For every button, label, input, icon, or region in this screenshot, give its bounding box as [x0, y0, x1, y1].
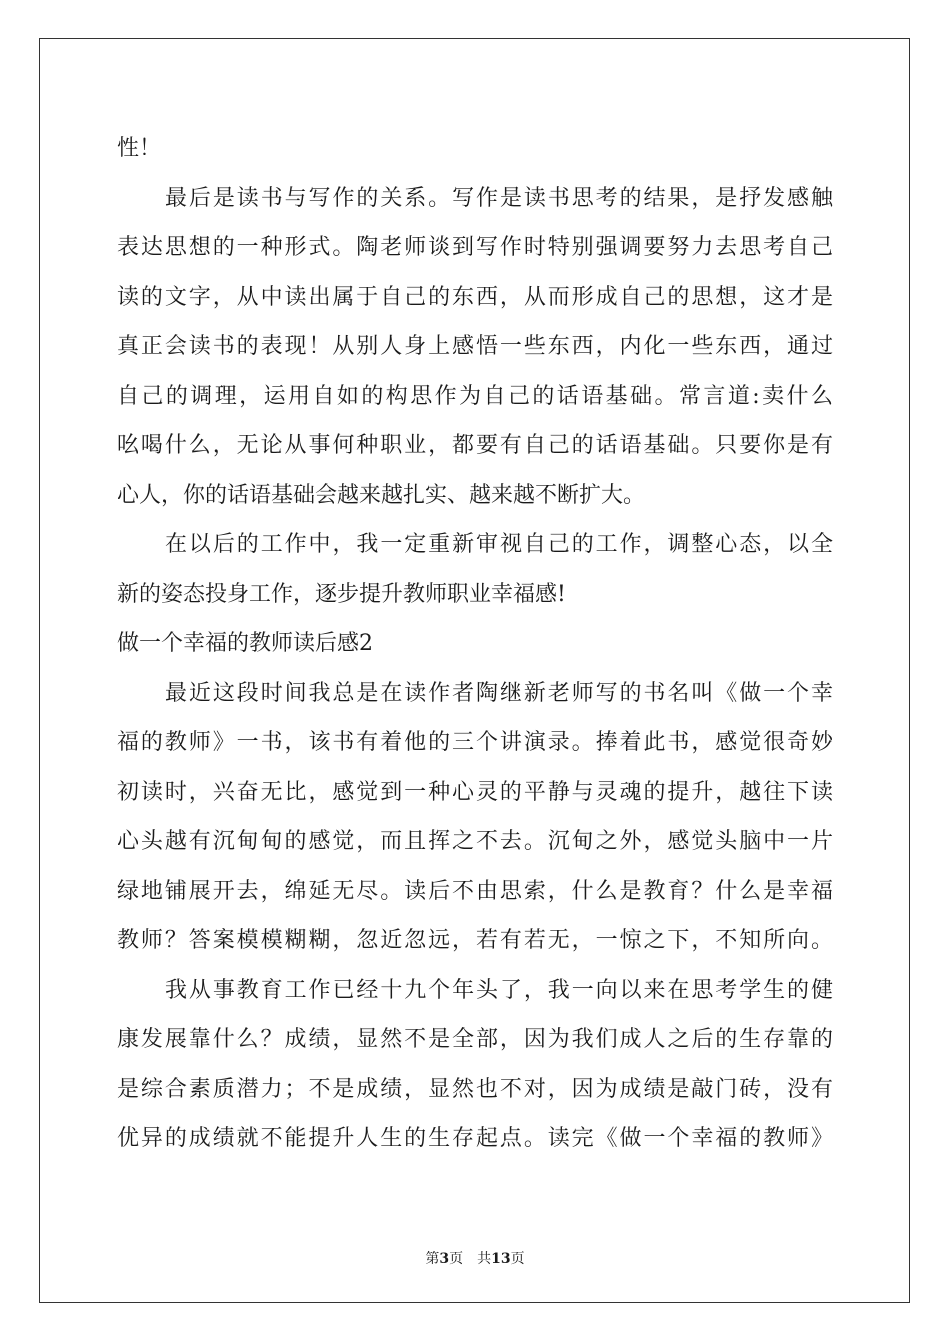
total-pages: 13: [491, 1251, 511, 1267]
text-line: 性！: [117, 136, 162, 161]
text-line: 真正会读书的表现！从别人身上感悟一些东西，内化一些东西，通过: [117, 334, 833, 359]
text-line: 福的教师》一书，该书有着他的三个讲演录。捧着此书，感觉很奇妙: [117, 730, 833, 755]
text-line: 表达思想的一种形式。陶老师谈到写作时特别强调要努力去思考自己: [117, 235, 833, 260]
text-line: 我从事教育工作已经十九个年头了，我一向以来在思考学生的健: [165, 977, 833, 1003]
text-line: 教师？答案模模糊糊，忽近忽远，若有若无，一惊之下，不知所向。: [117, 928, 833, 953]
text-line: 心头越有沉甸甸的感觉，而且挥之不去。沉甸之外，感觉头脑中一片: [117, 829, 833, 854]
total-suffix: 页: [510, 1251, 525, 1267]
text-line: 自己的调理，运用自如的构思作为自己的话语基础。常言道:卖什么: [117, 383, 833, 409]
text-line: 初读时，兴奋无比，感觉到一种心灵的平静与灵魂的提升，越往下读: [117, 779, 833, 805]
page-suffix: 页: [449, 1251, 464, 1267]
text-line: 优异的成绩就不能提升人生的生存起点。读完《做一个幸福的教师》: [117, 1126, 833, 1151]
text-line: 最后是读书与写作的关系。写作是读书思考的结果，是抒发感触: [165, 185, 833, 211]
page-footer: [0, 1248, 950, 1268]
section-heading: 做一个幸福的教师读后感2: [117, 631, 373, 656]
text-line: 是综合素质潜力；不是成绩，显然也不对，因为成绩是敲门砖，没有: [117, 1076, 833, 1102]
text-line: 康发展靠什么？成绩，显然不是全部，因为我们成人之后的生存靠的: [117, 1027, 833, 1052]
text-line: 新的姿态投身工作，逐步提升教师职业幸福感!: [117, 581, 566, 607]
page-number: 3: [439, 1251, 450, 1267]
text-line: 最近这段时间我总是在读作者陶继新老师写的书名叫《做一个幸: [165, 680, 833, 706]
text-line: 在以后的工作中，我一定重新审视自己的工作，调整心态，以全: [165, 532, 833, 557]
document-body: [117, 124, 833, 1164]
text-line: 心人，你的话语基础会越来越扎实、越来越不断扩大。: [117, 482, 646, 508]
text-line: 绿地铺展开去，绵延无尽。读后不由思索，什么是教育？什么是幸福: [117, 878, 833, 904]
text-line: 吆喝什么，无论从事何种职业，都要有自己的话语基础。只要你是有: [117, 433, 833, 458]
text-line: 读的文字，从中读出属于自己的东西，从而形成自己的思想，这才是: [117, 284, 833, 310]
total-prefix: 共: [477, 1251, 492, 1267]
page-prefix: 第: [425, 1251, 440, 1267]
